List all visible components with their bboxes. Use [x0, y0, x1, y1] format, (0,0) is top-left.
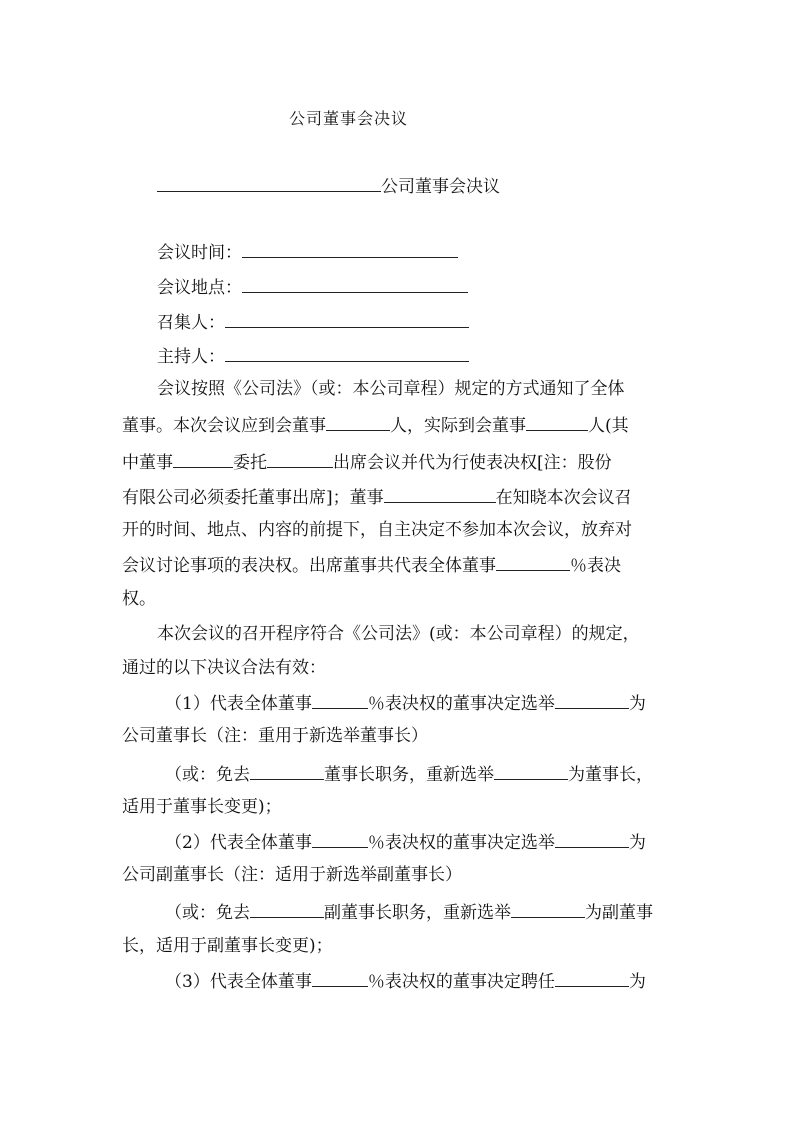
item1-text-a: （1）代表全体董事 — [165, 694, 312, 714]
meeting-time-field — [157, 240, 458, 264]
item1-line2: 公司董事长（注：重用于新选举董事长） — [122, 726, 428, 746]
para1-line6-text-a: 会议讨论事项的表决权。出席董事共代表全体董事 — [122, 556, 496, 576]
item3-text-b: ％表决权的董事决定聘任 — [367, 972, 555, 992]
item3-percent-blank — [312, 969, 368, 987]
para2-line1: 本次会议的召开程序符合《公司法》(或：本公司章程）的规定， — [157, 624, 640, 644]
convener-label: 召集人： — [157, 313, 225, 333]
principal-director-blank — [173, 450, 233, 468]
para1-line3-text-b: 委托 — [233, 453, 267, 473]
para1-line3-text-c: 出席会议并代为行使表决权[注：股份 — [333, 453, 612, 473]
item3-name-blank — [555, 969, 629, 987]
item2-text-c: 为 — [628, 833, 646, 853]
para1-line6-text-b: ％表决 — [570, 556, 621, 576]
para1-line4 — [122, 485, 632, 509]
para1-line3 — [122, 450, 612, 474]
meeting-place-label: 会议地点： — [157, 278, 242, 298]
item1-new-blank — [494, 762, 568, 780]
item1-removed-blank — [250, 762, 324, 780]
para1-line4-text-a: 有限公司必须委托董事出席]；董事 — [122, 488, 384, 508]
item2-line1 — [165, 830, 646, 854]
subtitle-line — [157, 174, 500, 198]
item3-text-a: （3）代表全体董事 — [165, 972, 312, 992]
item1-text-f: 董事长职务，重新选举 — [324, 765, 494, 785]
voting-percent-blank — [496, 553, 570, 571]
para1-line5: 开的时间、地点、内容的前提下，自主决定不参加本次会议，放弃对 — [122, 520, 632, 540]
item2-percent-blank — [312, 830, 368, 848]
host-label: 主持人： — [157, 347, 225, 367]
para1-line1: 会议按照《公司法》（或：本公司章程）规定的方式通知了全体 — [157, 379, 625, 399]
item1-text-b: ％表决权的董事决定选举 — [367, 694, 555, 714]
host-blank — [225, 344, 469, 362]
item3-line1 — [165, 969, 646, 993]
para1-line6 — [122, 553, 621, 577]
item1-text-e: （或：免去 — [165, 765, 250, 785]
item2-text-a: （2）代表全体董事 — [165, 833, 312, 853]
para1-line7: 权。 — [122, 589, 156, 609]
para1-line4-text-b: 在知晓本次会议召 — [495, 488, 632, 508]
document-title: 公司董事会决议 — [289, 109, 409, 128]
actual-directors-blank — [526, 413, 588, 431]
absent-director-blank — [384, 485, 496, 503]
item3-text-c: 为 — [628, 972, 646, 992]
item2-text-e: （或：免去 — [165, 903, 250, 923]
item2-line3 — [165, 900, 653, 924]
item2-text-f: 副董事长职务，重新选举 — [324, 903, 511, 923]
subtitle-text: 公司董事会决议 — [381, 177, 500, 197]
item2-name-blank — [555, 830, 629, 848]
item2-line4: 长，适用于副董事长变更)； — [122, 936, 333, 956]
company-name-blank — [157, 174, 381, 192]
item1-text-g: 为董事长， — [568, 765, 653, 785]
item1-name-blank — [555, 691, 629, 709]
item1-line4: 适用于董事长变更)； — [122, 797, 282, 817]
para2-line2: 通过的以下决议合法有效： — [122, 658, 326, 678]
para1-line2-text-b: 人，实际到会董事 — [390, 416, 526, 436]
para1-line2-text-c: 人(其 — [588, 416, 629, 436]
meeting-place-field — [157, 275, 468, 299]
item1-percent-blank — [312, 691, 368, 709]
para1-line2-text-a: 董事。本次会议应到会董事 — [122, 416, 326, 436]
item2-line2: 公司副董事长（注：适用于新选举副董事长） — [122, 865, 462, 885]
para1-line2 — [122, 413, 629, 437]
convener-blank — [225, 310, 469, 328]
host-field — [157, 344, 469, 368]
expected-directors-blank — [326, 413, 390, 431]
meeting-time-label: 会议时间： — [157, 243, 242, 263]
item1-text-c: 为 — [628, 694, 646, 714]
item1-line3 — [165, 762, 653, 786]
item2-removed-blank — [250, 900, 324, 918]
item1-line1 — [165, 691, 646, 715]
convener-field — [157, 310, 469, 334]
meeting-place-blank — [242, 275, 468, 293]
item2-new-blank — [511, 900, 585, 918]
proxy-director-blank — [267, 450, 333, 468]
para1-line3-text-a: 中董事 — [122, 453, 173, 473]
item2-text-b: ％表决权的董事决定选举 — [367, 833, 555, 853]
item2-text-g: 为副董事 — [585, 903, 653, 923]
meeting-time-blank — [242, 240, 458, 258]
